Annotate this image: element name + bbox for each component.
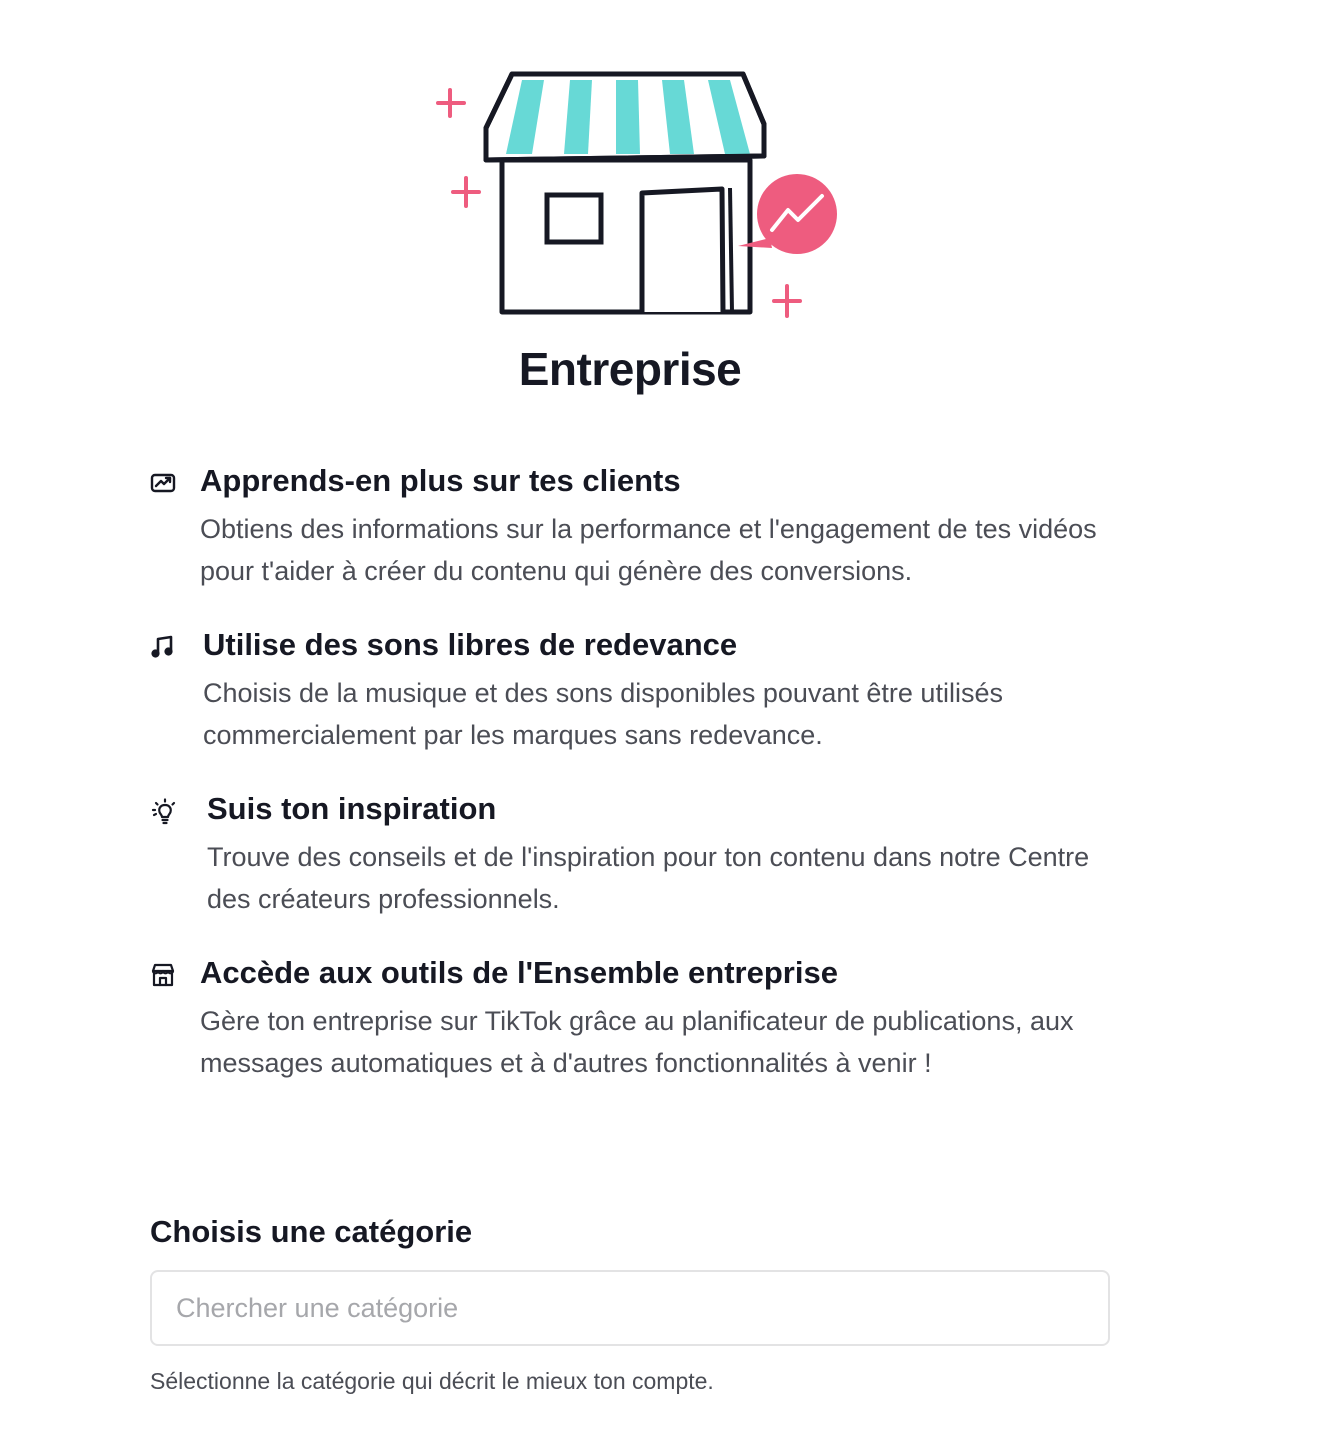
category-helper-text: Sélectionne la catégorie qui décrit le mieux ton compte. [150, 1368, 714, 1394]
trend-bubble-icon [738, 174, 837, 254]
feature-title: Accède aux outils de l'Ensemble entreprise [200, 955, 838, 990]
shop-window [547, 195, 601, 242]
feature-description: Obtiens des informations sur la performance et l'engagement de tes vidéos pour t'aider à créer du contenu qui génère des conversions. [200, 514, 1097, 586]
category-search-input[interactable] [152, 1272, 1100, 1344]
feature-description: Choisis de la musique et des sons disponibles pouvant être utilisés commercialement par les marques sans redevance. [203, 678, 1003, 750]
category-label: Choisis une catégorie [150, 1214, 473, 1249]
feature-title: Utilise des sons libres de redevance [203, 627, 738, 662]
page-title: Entreprise [518, 343, 742, 395]
trending-chart-icon [150, 470, 178, 498]
lightbulb-icon [150, 798, 178, 826]
feature-title: Suis ton inspiration [207, 791, 497, 826]
feature-description: Trouve des conseils et de l'inspiration pour ton contenu dans notre Centre des créateurs professionnels. [207, 842, 1090, 914]
category-search-box[interactable] [150, 1270, 1110, 1346]
store-icon [150, 962, 178, 990]
music-note-icon [150, 634, 178, 662]
feature-description: Gère ton entreprise sur TikTok grâce au planificateur de publications, aux messages automatiques et à d'autres fonctionnalités à venir ! [200, 1006, 1074, 1078]
storefront-illustration [420, 58, 860, 328]
shop-door [642, 189, 723, 312]
feature-title: Apprends-en plus sur tes clients [200, 463, 681, 498]
